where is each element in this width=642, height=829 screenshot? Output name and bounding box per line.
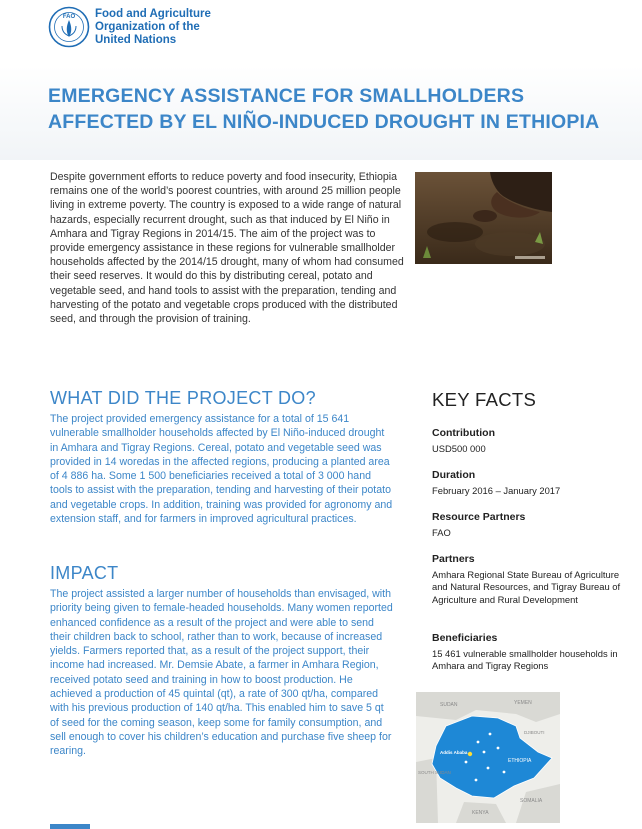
svg-text:SOMALIA: SOMALIA bbox=[520, 798, 543, 804]
key-fact-value: Amhara Regional State Bureau of Agriculture and Natural Resources, and Tigray Bureau of Agriculture and Rural Development bbox=[432, 569, 621, 605]
project-heading: WHAT DID THE PROJECT DO? bbox=[50, 388, 316, 408]
svg-text:SUDAN: SUDAN bbox=[440, 702, 458, 708]
key-facts-title: KEY FACTS bbox=[432, 389, 537, 410]
footer-accent-bar bbox=[50, 824, 90, 829]
farmer-hands-photo bbox=[415, 172, 552, 264]
key-fact-resource-partners bbox=[432, 511, 622, 539]
key-fact-value: February 2016 – January 2017 bbox=[432, 485, 561, 496]
svg-text:YEMEN: YEMEN bbox=[514, 700, 532, 706]
key-fact-label: Beneficiaries bbox=[432, 632, 498, 644]
org-line-1: Food and Agriculture bbox=[95, 8, 211, 20]
org-line-2: Organization of the bbox=[95, 21, 200, 33]
key-fact-label: Contribution bbox=[432, 427, 495, 439]
key-fact-partners bbox=[432, 553, 622, 606]
key-fact-beneficiaries bbox=[432, 632, 622, 673]
project-paragraph: The project provided emergency assistance for a total of 15 641 vulnerable smallholder households affected by El Niño-induced drought in Amhara and Tigray Regions. Cereal, potato and vegetable seed was provided in 14 woredas in the affected regions, producing a planted area of 4 886 ha. Some 1 500 beneficiaries received a total of 3 000 hand tools to assist with the preparation, tending and harvesting of their potato and vegetable crops. In addition, training was provided for agronomy and extension staff, and for farmers in improved agricultural practices. bbox=[50, 413, 393, 526]
intro-paragraph: Despite government efforts to reduce poverty and food insecurity, Ethiopia remains one of the world’s poorest countries, with around 25 million people living in extreme poverty. The country is exposed to a wide range of natural hazards, especially recurrent drought, such as that induced by El Niño in Amhara and Tigray Regions in 2014/15. The aim of the project was to provide emergency assistance in these regions for vulnerable smallholder households affected by the 2014/15 drought, many of whom had consumed their seed reserves. It would do this by distributing cereal, potato and vegetable seed, and hand tools to assist with the preparation, tending and harvesting of the potato and vegetable crops produced with the distributed seed, and through the provision of training. bbox=[50, 171, 404, 326]
impact-heading: IMPACT bbox=[50, 563, 119, 583]
impact-paragraph: The project assisted a larger number of households than envisaged, with priority being given to female-headed households. Many women reported enhanced confidence as a result of the project and were able to send their children back to school, rather than to work, because of increased yields. Farmers reported that, as a result of the project support, their income had increased. Mr. Demsie Abate, a farmer in Amhara Region, received potato seed and training in how to boost production. He achieved a production of 45 quintal (qt), a rate of 300 qt/ha, compared with his previous production of 140 qt/ha. This enabled him to save 5 qt of seed for the coming season, keep some for family consumption, and sell enough to cover his children’s education and purchase five sheep for rearing. bbox=[50, 588, 393, 758]
key-fact-value: USD500 000 bbox=[432, 443, 486, 454]
key-fact-value: 15 461 vulnerable smallholder households in Amhara and Tigray Regions bbox=[432, 648, 618, 672]
key-fact-value: FAO bbox=[432, 527, 451, 538]
key-fact-label: Partners bbox=[432, 553, 475, 565]
key-fact-duration bbox=[432, 469, 622, 497]
fao-logo bbox=[48, 6, 90, 48]
title-line-2: AFFECTED BY EL NIÑO-INDUCED DROUGHT IN ETHIOPIA bbox=[48, 111, 600, 133]
title-line-1: EMERGENCY ASSISTANCE FOR SMALLHOLDERS bbox=[48, 85, 525, 107]
ethiopia-map bbox=[416, 692, 560, 823]
key-fact-contribution bbox=[432, 427, 622, 455]
svg-text:ETHIOPIA: ETHIOPIA bbox=[508, 758, 532, 764]
org-line-3: United Nations bbox=[95, 34, 177, 46]
svg-text:FAO: FAO bbox=[62, 14, 76, 20]
page-title bbox=[48, 83, 628, 135]
organization-name bbox=[95, 8, 295, 47]
svg-text:KENYA: KENYA bbox=[472, 810, 489, 816]
svg-text:Addis Ababa: Addis Ababa bbox=[440, 750, 468, 755]
key-fact-label: Duration bbox=[432, 469, 476, 481]
key-fact-label: Resource Partners bbox=[432, 511, 526, 523]
svg-text:SOUTH SUDAN: SOUTH SUDAN bbox=[418, 770, 451, 775]
svg-text:DJIBOUTI: DJIBOUTI bbox=[524, 730, 545, 735]
